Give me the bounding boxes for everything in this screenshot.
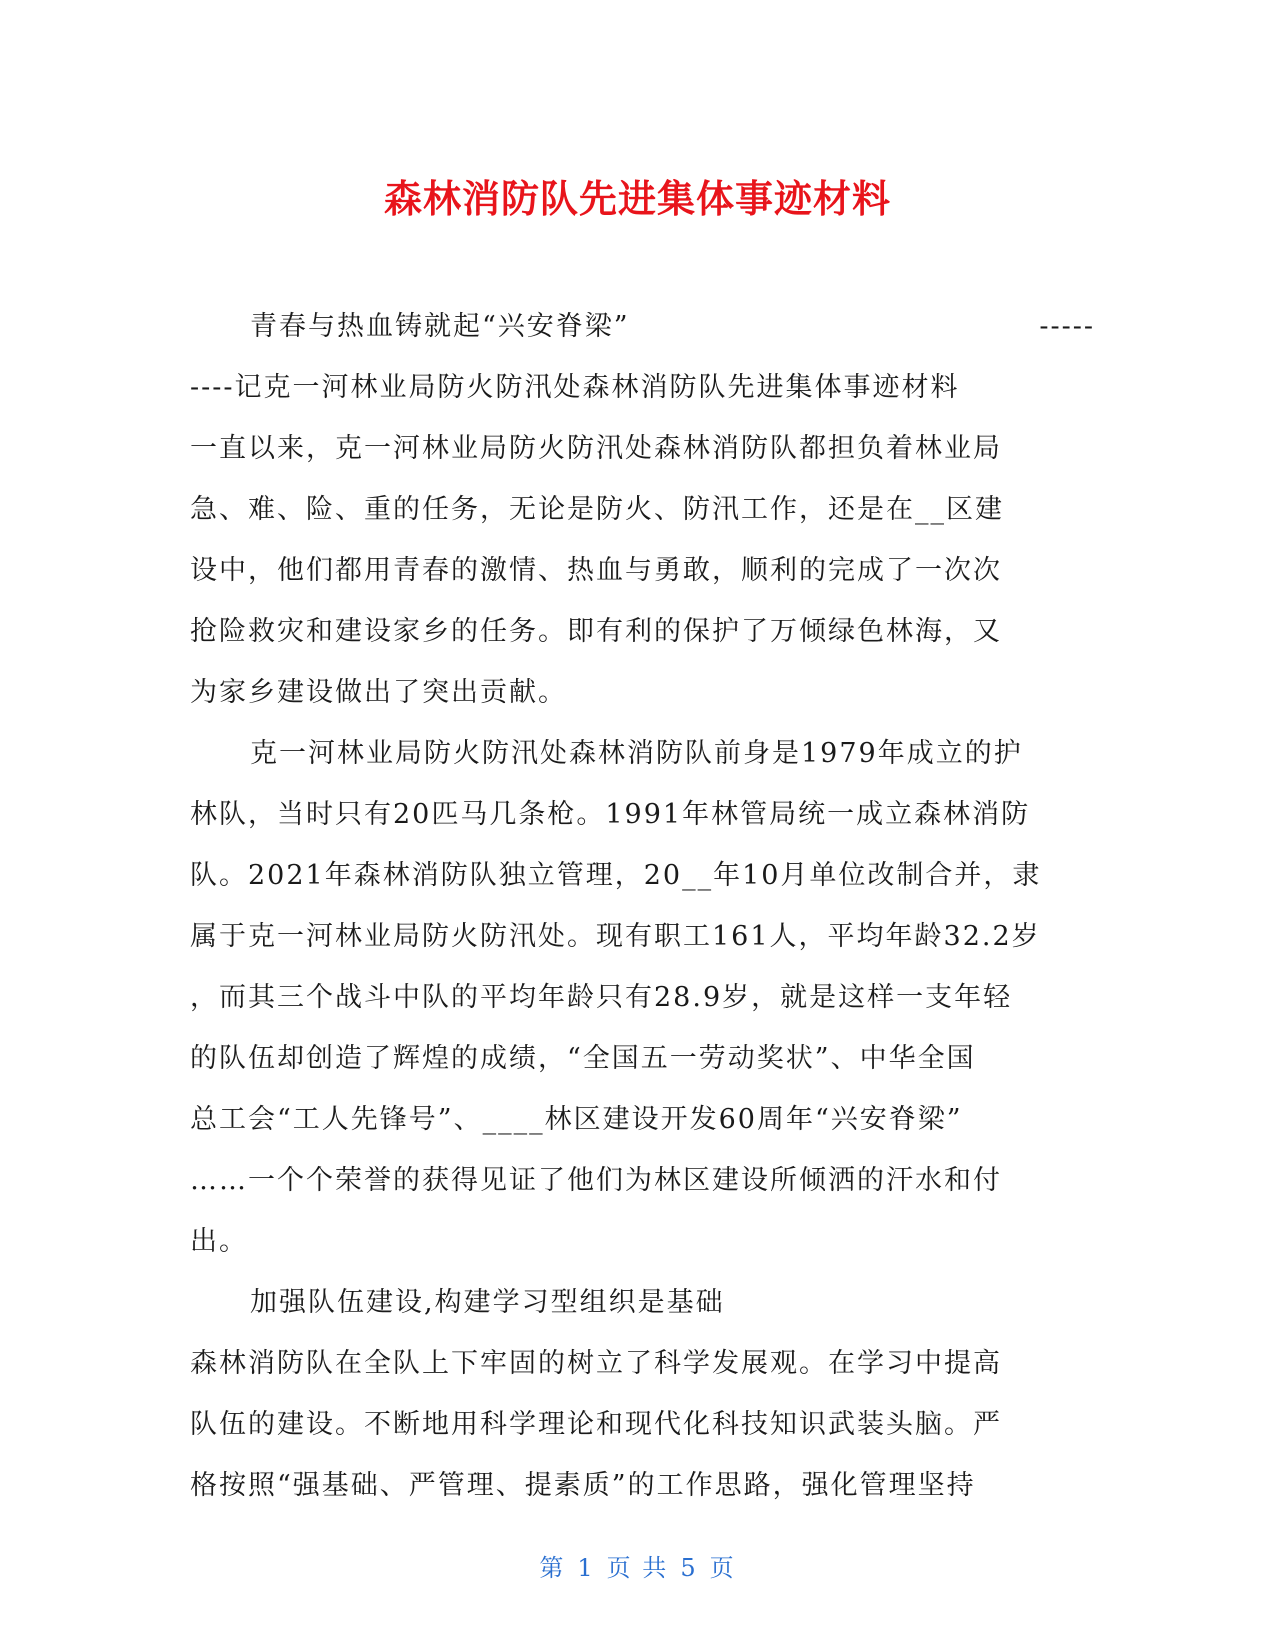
paragraph-1-line: 抢险救灾和建设家乡的任务。即有利的保护了万倾绿色林海，又 [190, 616, 1002, 647]
paragraph-1-line: 为家乡建设做出了突出贡献。 [190, 677, 567, 708]
subtitle-text: 青春与热血铸就起“兴安脊梁” [250, 311, 630, 342]
page-footer [0, 1548, 1275, 1583]
paragraph-3-line: 格按照“强基础、严管理、提素质”的工作思路，强化管理坚持 [190, 1470, 976, 1501]
paragraph-2-line: ……一个个荣誉的获得见证了他们为林区建设所倾洒的汗水和付 [190, 1165, 1002, 1196]
document-title: 森林消防队先进集体事迹材料 [383, 177, 891, 221]
footer-suffix: 页 [709, 1554, 736, 1582]
subtitle-line [190, 296, 1095, 357]
paragraph-3-line: 森林消防队在全队上下牢固的树立了科学发展观。在学习中提高 [190, 1348, 1002, 1379]
footer-prefix: 第 [539, 1554, 566, 1582]
paragraph-1-line: 急、难、险、重的任务，无论是防火、防汛工作，还是在__区建 [190, 494, 1004, 525]
subtitle-continuation: ----记克一河林业局防火防汛处森林消防队先进集体事迹材料 [190, 372, 960, 403]
paragraph-2-line: 队。2021年森林消防队独立管理，20__年10月单位改制合并，隶 [190, 860, 1042, 891]
paragraph-2-line: 林队，当时只有20匹马几条枪。1991年林管局统一成立森林消防 [190, 799, 1031, 830]
paragraph-1-line: 设中，他们都用青春的激情、热血与勇敢，顺利的完成了一次次 [190, 555, 1002, 586]
paragraph-2-line: 总工会“工人先锋号”、____林区建设开发60周年“兴安脊梁” [190, 1104, 963, 1135]
footer-page-number: 1 [577, 1554, 595, 1582]
paragraph-3-line: 队伍的建设。不断地用科学理论和现代化科技知识武装头脑。严 [190, 1409, 1002, 1440]
paragraph-2-line: 属于克一河林业局防火防汛处。现有职工161人，平均年龄32.2岁 [190, 921, 1041, 952]
paragraph-2-line: 的队伍却创造了辉煌的成绩，“全国五一劳动奖状”、中华全国 [190, 1043, 976, 1074]
paragraph-1-line: 一直以来，克一河林业局防火防汛处森林消防队都担负着林业局 [190, 433, 1002, 464]
paragraph-2-line: 克一河林业局防火防汛处森林消防队前身是1979年成立的护 [250, 738, 1023, 769]
paragraph-2-line: ，而其三个战斗中队的平均年龄只有28.9岁，就是这样一支年轻 [190, 982, 1013, 1013]
footer-total-pages: 5 [680, 1554, 698, 1582]
document-body [190, 296, 1095, 1516]
section-heading: 加强队伍建设,构建学习型组织是基础 [250, 1287, 725, 1318]
footer-mid: 页 共 [606, 1554, 669, 1582]
subtitle-row [250, 296, 1095, 357]
paragraph-2-line: 出。 [190, 1226, 248, 1257]
subtitle-dashes: ----- [1039, 311, 1095, 342]
